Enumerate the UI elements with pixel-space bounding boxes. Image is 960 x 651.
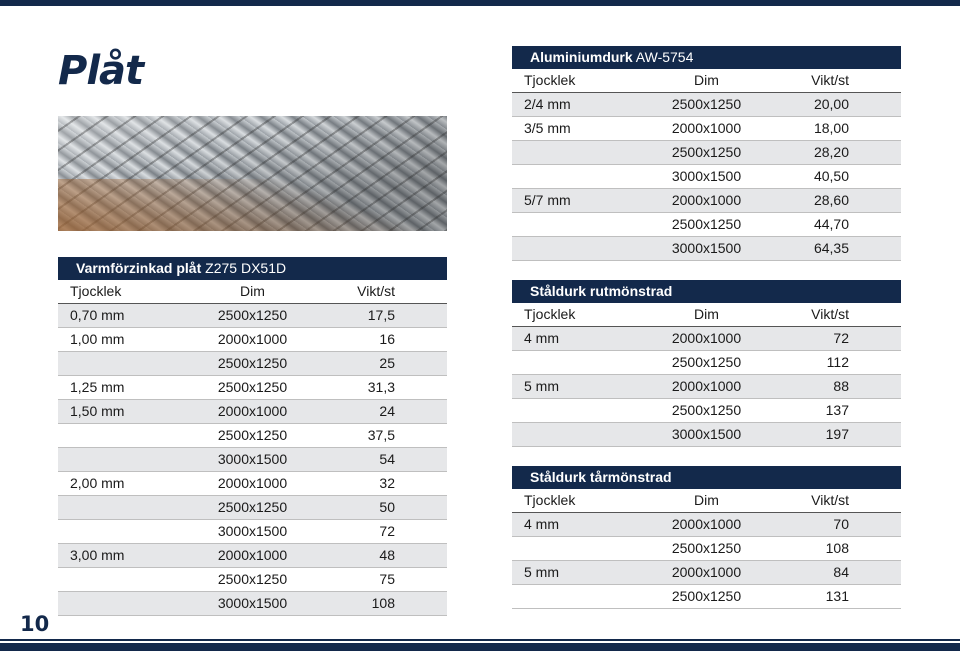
- table-row: [58, 448, 447, 472]
- table-row: [58, 424, 447, 448]
- thickness-cell: 1,00 mm: [70, 331, 125, 347]
- steel-tear-durk-table: [512, 466, 901, 609]
- weight-cell: 20,00: [813, 96, 849, 112]
- weight-cell: 28,20: [813, 144, 849, 160]
- weight-cell: 50: [379, 499, 395, 515]
- table-row: [58, 304, 447, 328]
- thickness-cell: 5/7 mm: [524, 192, 571, 208]
- table-title: Varmförzinkad plåt Z275 DX51D: [58, 257, 447, 280]
- dim-cell: 2000x1000: [217, 547, 288, 563]
- table-row: [58, 520, 447, 544]
- dim-cell: 2500x1250: [217, 355, 288, 371]
- steel-checker-durk-table: [512, 280, 901, 447]
- weight-header: Vikt/st: [357, 283, 395, 299]
- dim-cell: 3000x1500: [217, 451, 288, 467]
- table-title: Ståldurk tårmönstrad: [512, 466, 901, 489]
- thickness-header: Tjocklek: [70, 283, 122, 299]
- table-row: [512, 375, 901, 399]
- thickness-cell: 3/5 mm: [524, 120, 571, 136]
- dim-cell: 2000x1000: [671, 516, 742, 532]
- table-row: [512, 399, 901, 423]
- weight-cell: 64,35: [813, 240, 849, 256]
- column-header-row: [512, 303, 901, 327]
- table-row: [58, 544, 447, 568]
- dim-cell: 2500x1250: [671, 96, 742, 112]
- thickness-cell: 5 mm: [524, 378, 559, 394]
- table-row: [58, 328, 447, 352]
- weight-cell: 84: [833, 564, 849, 580]
- dim-cell: 3000x1500: [217, 523, 288, 539]
- dim-cell: 2000x1000: [217, 475, 288, 491]
- dim-cell: 2500x1250: [671, 216, 742, 232]
- dim-cell: 2000x1000: [671, 330, 742, 346]
- aluminium-durk-table: [512, 46, 901, 261]
- table-row: [512, 351, 901, 375]
- table-row: [512, 537, 901, 561]
- dim-cell: 2000x1000: [671, 120, 742, 136]
- dim-cell: 2500x1250: [671, 402, 742, 418]
- weight-cell: 25: [379, 355, 395, 371]
- dim-cell: 2500x1250: [217, 427, 288, 443]
- table-row: [512, 327, 901, 351]
- weight-cell: 28,60: [813, 192, 849, 208]
- thickness-cell: 5 mm: [524, 564, 559, 580]
- table-row: [512, 189, 901, 213]
- dim-header: Dim: [694, 72, 719, 88]
- weight-cell: 37,5: [367, 427, 395, 443]
- weight-cell: 72: [833, 330, 849, 346]
- weight-cell: 75: [379, 571, 395, 587]
- page-title: Plåt: [58, 48, 144, 94]
- bottom-accent-line: [0, 639, 960, 641]
- weight-header: Vikt/st: [811, 306, 849, 322]
- thickness-cell: 4 mm: [524, 330, 559, 346]
- weight-cell: 31,3: [367, 379, 395, 395]
- dim-header: Dim: [694, 492, 719, 508]
- weight-cell: 40,50: [813, 168, 849, 184]
- dim-cell: 3000x1500: [671, 240, 742, 256]
- page-number: 10: [20, 612, 50, 636]
- dim-cell: 2500x1250: [671, 540, 742, 556]
- weight-cell: 112: [826, 354, 849, 370]
- dim-cell: 3000x1500: [671, 426, 742, 442]
- weight-cell: 197: [825, 426, 849, 442]
- table-row: [512, 237, 901, 261]
- column-header-row: [58, 280, 447, 304]
- table-row: [512, 213, 901, 237]
- dim-cell: 2500x1250: [217, 571, 288, 587]
- weight-cell: 70: [833, 516, 849, 532]
- weight-cell: 137: [825, 402, 849, 418]
- weight-cell: 18,00: [813, 120, 849, 136]
- thickness-cell: 2/4 mm: [524, 96, 571, 112]
- table-title: Ståldurk rutmönstrad: [512, 280, 901, 303]
- table-title: Aluminiumdurk AW-5754: [512, 46, 901, 69]
- weight-cell: 48: [379, 547, 395, 563]
- weight-cell: 16: [379, 331, 395, 347]
- dim-cell: 2000x1000: [671, 378, 742, 394]
- thickness-cell: 3,00 mm: [70, 547, 125, 563]
- dim-cell: 2500x1250: [217, 379, 288, 395]
- weight-cell: 54: [379, 451, 395, 467]
- galvanized-sheet-table: [58, 257, 447, 616]
- diamond-plate-photo: [58, 116, 447, 231]
- weight-cell: 44,70: [813, 216, 849, 232]
- table-row: [512, 423, 901, 447]
- dim-header: Dim: [240, 283, 265, 299]
- dim-cell: 2000x1000: [671, 192, 742, 208]
- table-row: [58, 496, 447, 520]
- table-row: [58, 352, 447, 376]
- table-row: [512, 93, 901, 117]
- column-header-row: [512, 69, 901, 93]
- bottom-accent-bar: [0, 643, 960, 651]
- weight-cell: 17,5: [367, 307, 395, 323]
- weight-cell: 72: [379, 523, 395, 539]
- weight-cell: 88: [833, 378, 849, 394]
- dim-cell: 2000x1000: [671, 564, 742, 580]
- thickness-cell: 4 mm: [524, 516, 559, 532]
- column-header-row: [512, 489, 901, 513]
- dim-cell: 2500x1250: [217, 307, 288, 323]
- table-row: [58, 592, 447, 616]
- thickness-cell: 0,70 mm: [70, 307, 125, 323]
- table-row: [512, 141, 901, 165]
- dim-cell: 2000x1000: [217, 403, 288, 419]
- dim-cell: 2500x1250: [217, 499, 288, 515]
- thickness-cell: 1,25 mm: [70, 379, 125, 395]
- weight-cell: 131: [825, 588, 849, 604]
- table-row: [512, 165, 901, 189]
- weight-cell: 108: [371, 595, 395, 611]
- table-row: [58, 376, 447, 400]
- weight-header: Vikt/st: [811, 492, 849, 508]
- dim-cell: 3000x1500: [217, 595, 288, 611]
- table-row: [58, 400, 447, 424]
- weight-cell: 32: [379, 475, 395, 491]
- thickness-cell: 2,00 mm: [70, 475, 125, 491]
- weight-header: Vikt/st: [811, 72, 849, 88]
- table-row: [58, 568, 447, 592]
- weight-cell: 24: [379, 403, 395, 419]
- dim-cell: 2000x1000: [217, 331, 288, 347]
- dim-cell: 2500x1250: [671, 144, 742, 160]
- table-row: [512, 585, 901, 609]
- dim-cell: 2500x1250: [671, 354, 742, 370]
- dim-header: Dim: [694, 306, 719, 322]
- thickness-header: Tjocklek: [524, 306, 576, 322]
- table-row: [512, 561, 901, 585]
- thickness-header: Tjocklek: [524, 72, 576, 88]
- thickness-header: Tjocklek: [524, 492, 576, 508]
- table-row: [512, 513, 901, 537]
- top-accent-bar: [0, 0, 960, 6]
- weight-cell: 108: [825, 540, 849, 556]
- table-row: [512, 117, 901, 141]
- dim-cell: 3000x1500: [671, 168, 742, 184]
- table-row: [58, 472, 447, 496]
- dim-cell: 2500x1250: [671, 588, 742, 604]
- thickness-cell: 1,50 mm: [70, 403, 125, 419]
